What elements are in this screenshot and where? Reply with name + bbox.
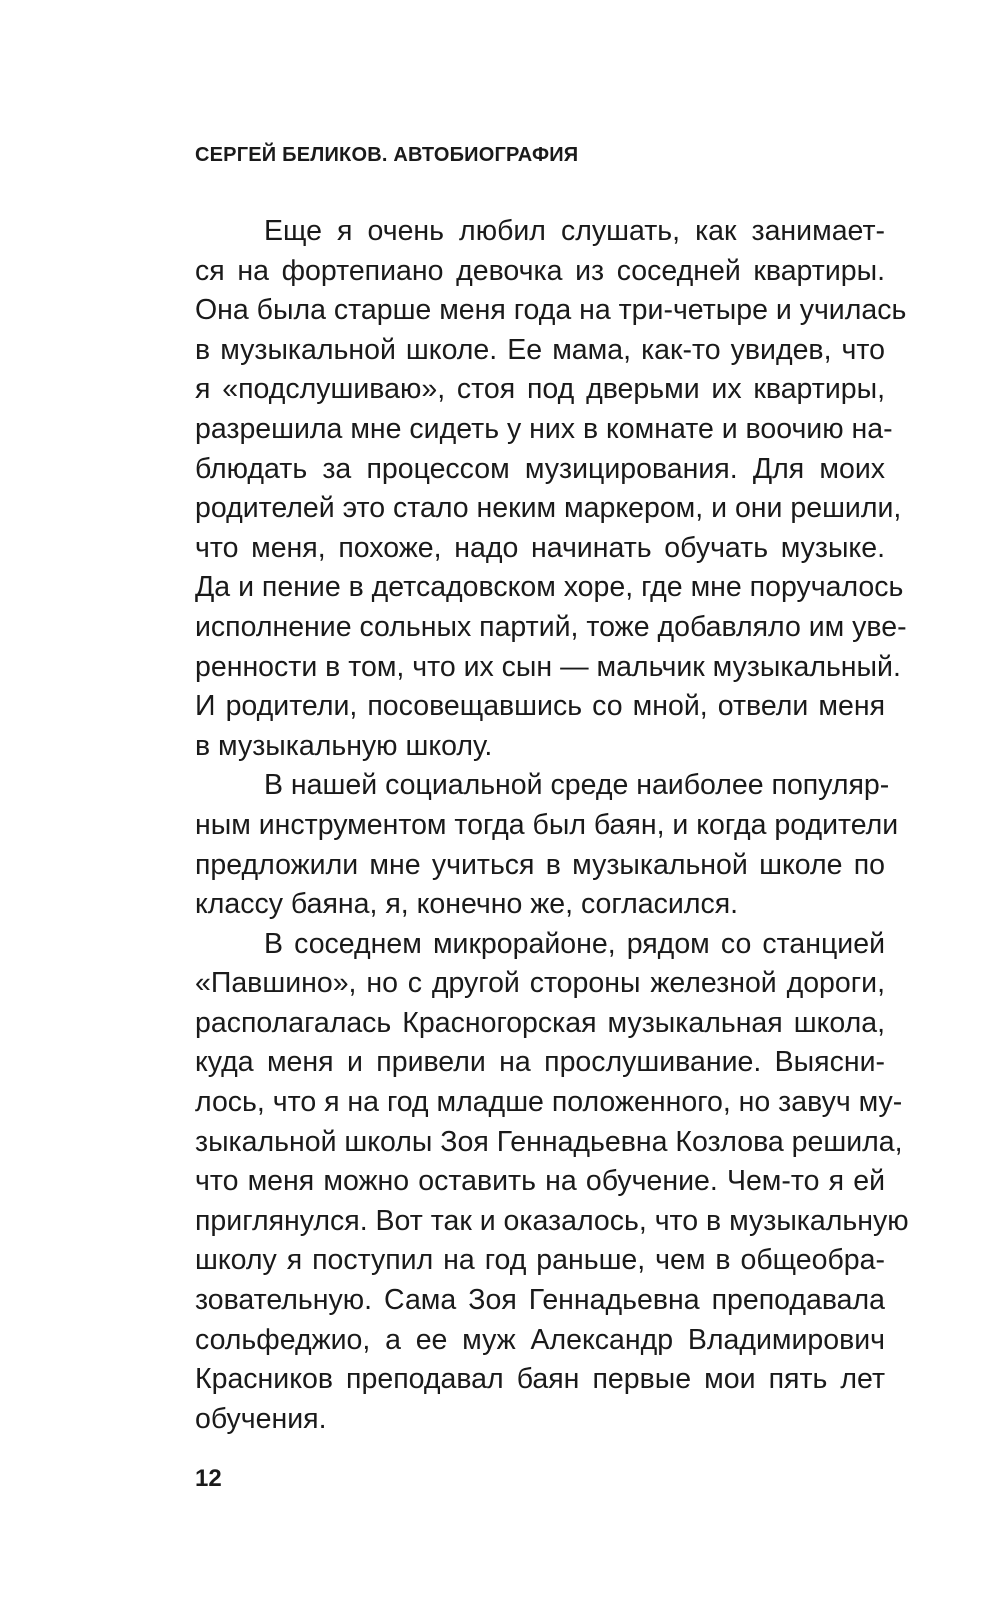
text-line: приглянулся. Вот так и оказалось, что в музыкальную <box>195 1204 909 1237</box>
text-line: ся на фортепиано девочка из соседней квартиры. <box>195 254 885 287</box>
page-number: 12 <box>195 1465 222 1492</box>
body-text <box>195 212 909 1439</box>
text-line: ным инструментом тогда был баян, и когда родители <box>195 808 899 841</box>
text-line: И родители, посовещавшись со мной, отвели меня <box>195 690 885 723</box>
text-line: я «подслушиваю», стоя под дверьми их квартиры, <box>195 373 885 406</box>
text-line: в музыкальную школу. <box>195 729 493 762</box>
running-head: СЕРГЕЙ БЕЛИКОВ. АВТОБИОГРАФИЯ <box>195 144 579 166</box>
text-line: обучения. <box>195 1402 327 1435</box>
text-line: зыкальной школы Зоя Геннадьевна Козлова решила, <box>195 1125 903 1158</box>
text-line: классу баяна, я, конечно же, согласился. <box>195 888 739 921</box>
text-line: В нашей социальной среде наиболее популяр- <box>264 769 890 802</box>
text-line: блюдать за процессом музицирования. Для моих <box>195 452 885 485</box>
text-line: что меня можно оставить на обучение. Чем-то я ей <box>195 1165 885 1198</box>
text-line: что меня, похоже, надо начинать обучать музыке. <box>195 531 885 564</box>
text-line: исполнение сольных партий, тоже добавляло им уве- <box>195 610 907 643</box>
text-line: школу я поступил на год раньше, чем в общеобра- <box>195 1244 885 1277</box>
text-line: в музыкальной школе. Ее мама, как-то увидев, что <box>195 333 885 366</box>
text-line: Красников преподавал баян первые мои пять лет <box>195 1363 885 1396</box>
text-line: зовательную. Сама Зоя Геннадьевна преподавала <box>195 1284 885 1317</box>
text-line: Еще я очень любил слушать, как занимает- <box>264 215 885 247</box>
text-line: Она была старше меня года на три-четыре и училась <box>195 294 907 327</box>
text-line: располагалась Красногорская музыкальная школа, <box>195 1006 885 1039</box>
text-line: разрешила мне сидеть у них в комнате и воочию на- <box>195 412 893 445</box>
text-line: В соседнем микрорайоне, рядом со станцией <box>264 927 885 960</box>
text-line: куда меня и привели на прослушивание. Выясни- <box>195 1046 885 1079</box>
text-line: «Павшино», но с другой стороны железной дороги, <box>195 967 885 1000</box>
text-line: предложили мне учиться в музыкальной школе по <box>195 848 885 881</box>
text-line: ренности в том, что их сын — мальчик музыкальный. <box>195 650 901 683</box>
text-line: родителей это стало неким маркером, и они решили, <box>195 492 902 525</box>
text-line: сольфеджио, а ее муж Александр Владимирович <box>195 1323 885 1356</box>
text-line: Да и пение в детсадовском хоре, где мне поручалось <box>195 571 904 604</box>
text-line: лось, что я на год младше положенного, но завуч му- <box>195 1086 903 1119</box>
